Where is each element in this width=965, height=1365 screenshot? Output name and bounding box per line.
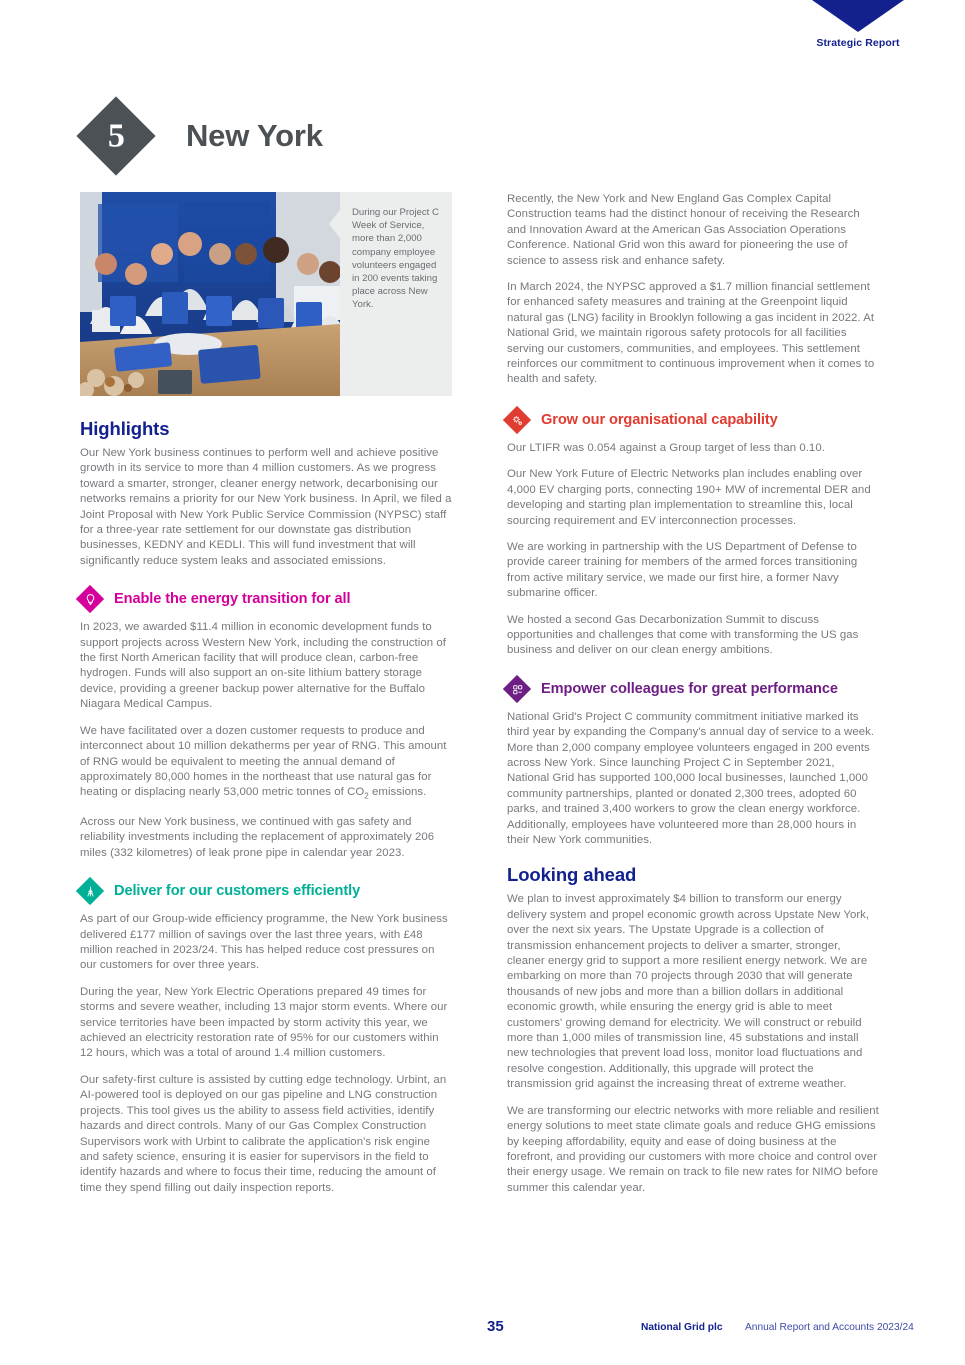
- tab-chevron-icon: [812, 0, 904, 32]
- priority-enable-paragraph: In 2023, we awarded $11.4 million in economic development funds to support projects across Western New York, including the construction of the first North American facility that will produce clean, carbon-free hydrogen. Funds will also support an on-site lithium battery storage device, providing a greener backup power alternative for the Buffalo Niagara Medical Campus.: [80, 621, 446, 711]
- looking-ahead-heading: Looking ahead: [507, 864, 637, 886]
- priority-deliver-customers: [80, 881, 452, 901]
- right-intro-paragraph: In March 2024, the NYPSC approved a $1.7 million financial settlement for enhanced safety measures and training at the Greenpoint liquid natural gas (LNG) facility in Brooklyn following a gas incident in 2022. At National Grid, we maintain rigorous safety protocols for all facilities serving our customers, communities, and employees. This settlement reinforces our commitment to continuous improvement when it comes to health and safety.: [507, 281, 875, 386]
- co2-subscript: 2: [364, 791, 369, 801]
- priority-deliver-paragraph: As part of our Group-wide efficiency programme, the New York business delivered £177 million of savings over the last three years, with £48 million reached in 2023/24. This has helped reduce cost pressures on our customers for over three years.: [80, 913, 448, 972]
- people-icon: [503, 675, 531, 703]
- right-intro-paragraph: Recently, the New York and New England Gas Complex Capital Construction teams had the distinct honour of receiving the Research and Innovation Award at the American Gas Association Operations Conference. National Grid won this award for pioneering the use of science to assess risk and enhance safety.: [507, 193, 860, 267]
- page-title: New York: [186, 118, 323, 153]
- priority-enable-energy-transition: [80, 589, 452, 609]
- priority-enable-label: Enable the energy transition for all: [114, 591, 351, 608]
- priority-grow-paragraph: Our LTIFR was 0.054 against a Group target of less than 0.10.: [507, 441, 825, 454]
- priority-deliver-label: Deliver for our customers efficiently: [114, 883, 361, 900]
- page-footer: [0, 1318, 965, 1342]
- looking-ahead-paragraph: We plan to invest approximately $4 billion to transform our energy delivery system and propel economic growth across Upstate New York, over the next six years. The Upstate Upgrade is a collection of transmission enhancement projects to deliver a smarter, stronger, cleaner energy grid to support a more resilient energy network. We are embarking on more than 70 projects through 2030 that will generate thousands of new jobs and more than a billion dollars in additional economic growth, while ensuring the energy grid is able to meet customers' growing demand for electricity. We will construct or rebuild more than 1,000 miles of transmission line, 45 substations and install new technologies that prevent load loss, monitor load fluctuations and resolve congestion. Additionally, this upgrade will protect the transmission grid against the increasing threat of extreme weather.: [507, 893, 870, 1091]
- priority-grow-paragraph: We hosted a second Gas Decarbonization Summit to discuss opportunities and challenges that come with transforming the US gas business and deliver on our clean energy ambitions.: [507, 613, 859, 657]
- looking-ahead-paragraph: We are transforming our electric networks with more reliable and resilient energy solutions to meet state climate goals and reduce GHG emissions by keeping affordability, equity and ease of doing business at the forefront, and providing our customers with more choice and control over their energy usage. We remain on track to file new rates for NIMO before summer this calendar year.: [507, 1104, 879, 1194]
- tab-label: Strategic Report: [816, 37, 900, 49]
- priority-grow-paragraph: We are working in partnership with the US Department of Defense to provide career training for members of the armed forces transitioning from active military service, we made our first hire, a former Navy submarine officer.: [507, 540, 858, 600]
- priority-empower-colleagues: [507, 679, 879, 699]
- priority-grow-capability: [507, 410, 879, 430]
- priority-enable-paragraph: We have facilitated over a dozen customer requests to produce and interconnect about 10 million dekatherms per year of RNG. This amount of RNG would be equivalent to meeting the annual demand of approximately 80,000 homes in the northeast that use natural gas for heating or displacing nearly 53,000 metric tonnes of $CO_2$ emissions.: [80, 724, 447, 801]
- strategic-report-tab: [812, 0, 904, 49]
- priority-empower-label: Empower colleagues for great performance: [541, 680, 838, 697]
- photo-with-caption: [80, 192, 452, 396]
- gears-icon: [503, 406, 531, 434]
- highlights-paragraph: Our New York business continues to perform well and achieve positive growth in its service to more than 4 million customers. As we progress toward a smarter, stronger, cleaner energy network, decarbonising our networks remains a priority for our New York business. In April, we filed a Joint Proposal with New York Public Service Commission (NYPSC) staff for a three-year rate settlement for our downstate gas distribution businesses, KEDNY and KEDLI. This will fund investment that will significantly reduce system leaks and associated emissions.: [80, 447, 452, 567]
- priority-enable-paragraph: Across our New York business, we continued with gas safety and reliability investments including the replacement of approximately 206 miles (332 kilometres) of leak prone pipe in calendar year 2023.: [80, 816, 435, 859]
- left-column: [80, 192, 452, 1196]
- priority-deliver-paragraph: During the year, New York Electric Operations prepared 49 times for storms and severe weather, including 13 major storm events. Where our service territories have been impacted by storm activity this year, we achieved an electricity restoration rate of 95% for our customers within 12 hours, which was a total of around 1.4 million customers.: [80, 985, 448, 1060]
- section-number-diamond-icon: [76, 96, 155, 175]
- pylon-glyph: [80, 881, 100, 901]
- photo-caption: During our Project C Week of Service, more than 2,000 company employee volunteers engaged in 200 events taking place across New York.: [352, 207, 439, 311]
- gears-glyph: [507, 410, 527, 430]
- lightbulb-glyph: [80, 589, 100, 609]
- volunteers-photo: [80, 192, 340, 396]
- footer-report-title: Annual Report and Accounts 2023/24: [745, 1322, 914, 1333]
- lightbulb-icon: [76, 585, 104, 613]
- priority-grow-paragraph: Our New York Future of Electric Networks plan includes enabling over 4,000 EV charging ports, connecting 190+ MW of incremental DER and developing and starting plan implementation to streamline this, local sourcing requirement and EV interconnection processes.: [507, 468, 871, 527]
- highlights-heading: Highlights: [80, 418, 170, 439]
- page-number: 35: [487, 1318, 504, 1335]
- priority-empower-paragraph: National Grid's Project C community commitment initiative marked its third year by expanding the Company's annual day of service to a week. More than 2,000 company employee volunteers engaged in 200 events across New York. Since launching Project C in September 2021, National Grid has supported 100,000 local businesses, launched 1,000 community partnerships, planted or donated 2,300 trees, adopted 60 parks, and trained 3,400 workers to grow the clean energy workforce. Additionally, employees have volunteered more than 28,000 hours in their New York communities.: [507, 710, 875, 846]
- photo-caption-box: [340, 192, 452, 396]
- section-header: [82, 108, 323, 164]
- right-column: [507, 192, 879, 1196]
- people-glyph: [507, 679, 527, 699]
- section-number: 5: [107, 117, 125, 154]
- priority-grow-label: Grow our organisational capability: [541, 411, 778, 428]
- pylon-icon: [76, 877, 104, 905]
- footer-brand: National Grid plc: [641, 1322, 723, 1333]
- priority-deliver-paragraph: Our safety-first culture is assisted by cutting edge technology. Urbint, an AI-powered tool is deployed on our gas pipeline and LNG construction projects. This tool gives us the ability to assess field activities, identify hazards and direct controls. Many of our Gas Complex Construction Supervisors work with Urbint to calibrate the application's risk engine and safety science, ensuring it is easier for supervisors in the field to identify hazards and where to focus their time, reducing the amount of time they spend filling out daily inspection reports.: [80, 1073, 447, 1194]
